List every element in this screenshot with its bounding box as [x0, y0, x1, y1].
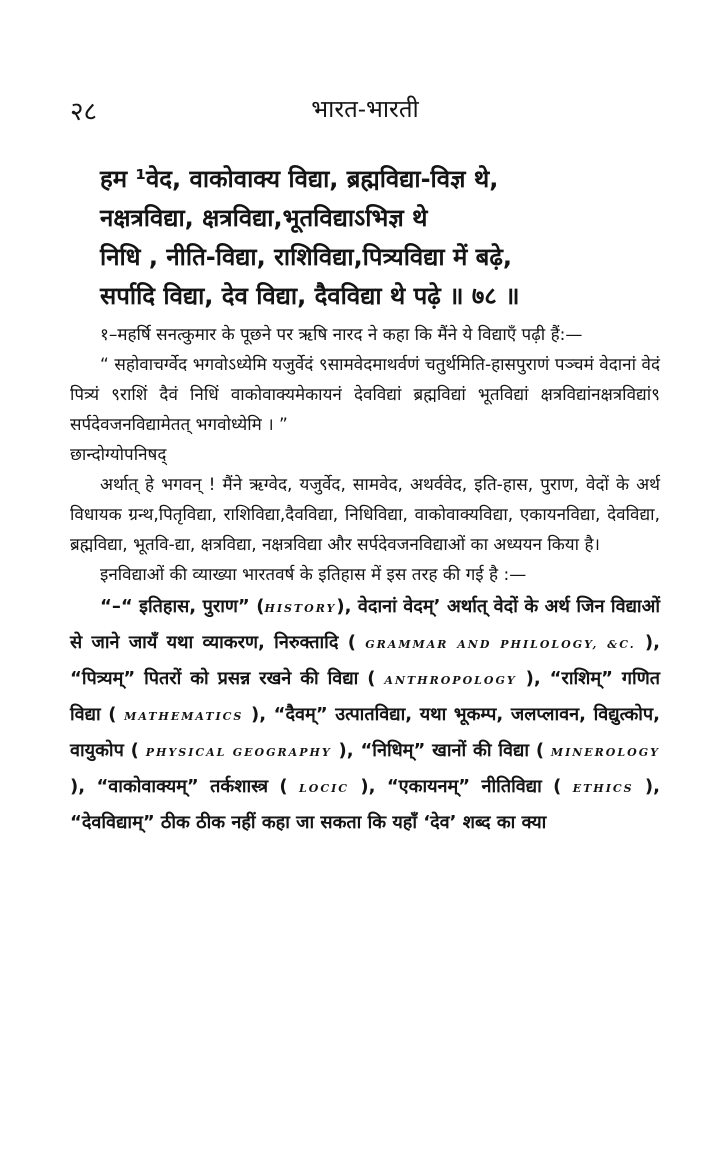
explanation-text: ), “एकायनम्” नीतिविद्या ( — [349, 776, 573, 797]
explanation-text: ), “पित्र्यम्” पितरों को प्रसन्न रखने की विद्या ( — [70, 632, 660, 689]
running-title: भारत-भारती — [311, 95, 419, 123]
english-term: HISTORY — [264, 602, 337, 615]
quote-source: छान्दोग्योपनिषद् — [70, 445, 167, 465]
english-term: MATHEMATICS — [124, 710, 244, 723]
explanation-paragraph — [70, 590, 660, 840]
translation-paragraph: अर्थात् हे भगवन् ! मैंने ऋग्वेद, यजुर्वेद, सामवेद, अथर्ववेद, इति-हास, पुराण, वेदों के अर्थ विधायक ग्रन्थ,पितृविद्या, राशिविद्या,दैवविद्या, निधिविद्या, वाकोवाक्यविद्या, एकायनविद्या, देवविद्या, ब्रह्मविद्या, भूतवि-द्या, क्षत्रविद्या, नक्षत्रविद्या और सर्पदेवजनविद्याओं का अध्ययन किया है। — [70, 475, 660, 555]
verse-line: हम ¹वेद, वाकोवाक्य विद्या, ब्रह्मविद्या-विज्ञ थे, — [100, 165, 499, 193]
english-term: LOCIC — [299, 782, 350, 795]
sanskrit-quote: “ सहोवाचर्ग्वेद भगवोऽध्येमि यजुर्वेदं ९सामवेदमाथर्वणं चतुर्थमिति-हासपुराणं पञ्चमं वेदानां वेदं पित्र्यं ९राशिं दैवं निधिं वाकोवाक्यमेकायनं देवविद्यां ब्रह्मविद्यां भूतविद्यां क्षत्रविद्यांनक्षत्रविद्यां९ सर्पदेवजनविद्यामेतत् भगवोध्येमि । ” — [70, 355, 660, 435]
page-header — [70, 92, 660, 132]
english-term: PHYSICAL GEOGRAPHY — [145, 746, 332, 759]
explanation-text: ), “देवविद्याम्” ठीक ठीक नहीं कहा जा सकता कि यहाँ ‘देव’ शब्द का क्या — [70, 776, 660, 833]
footnote-block — [70, 320, 660, 840]
explanation-text: ), “वाकोवाक्यम्” तर्कशास्त्र ( — [70, 776, 300, 797]
explanation-text: “–“ इतिहास, पुराण” ( — [100, 596, 265, 617]
verse-block — [100, 160, 680, 316]
explanation-text: ), “निधिम्” खानों की विद्या ( — [331, 740, 551, 761]
explanation-text: ), “दैवम्” उत्पातविद्या, यथा भूकम्प, जलप्लावन, विद्युत्कोप, वायुकोप ( — [70, 704, 660, 761]
explanation-intro: इनविद्याओं की व्याख्या भारतवर्ष के इतिहास में इस तरह की गई है :— — [100, 565, 527, 585]
english-term: ANTHROPOLOGY — [384, 674, 517, 687]
english-term: GRAMMAR AND PHILOLOGY, &C. — [365, 638, 636, 651]
explanation-text: ), “राशिम्” गणित विद्या ( — [70, 668, 660, 725]
page-number: २८ — [70, 97, 98, 127]
english-term: ETHICS — [572, 782, 634, 795]
verse-line: निधि , नीति-विद्या, राशिविद्या,पित्र्यविद्या में बढ़े, — [100, 243, 512, 271]
verse-line: नक्षत्रविद्या, क्षत्रविद्या,भूतविद्याऽभिज्ञ थे — [100, 204, 428, 232]
english-term: MINEROLOGY — [550, 746, 660, 759]
explanation-text: ), वेदानां वेदम्’ अर्थात् वेदों के अर्थ जिन विद्याओं से जाने जायँ यथा व्याकरण, निरुक्तादि ( — [70, 596, 660, 653]
verse-line: सर्पादि विद्या, देव विद्या, दैवविद्या थे पढ़े ॥ ७८ ॥ — [100, 282, 520, 310]
footnote-intro: १–महर्षि सनत्कुमार के पूछने पर ऋषि नारद ने कहा कि मैंने ये विद्याएँ पढ़ी हैं:— — [100, 325, 583, 345]
